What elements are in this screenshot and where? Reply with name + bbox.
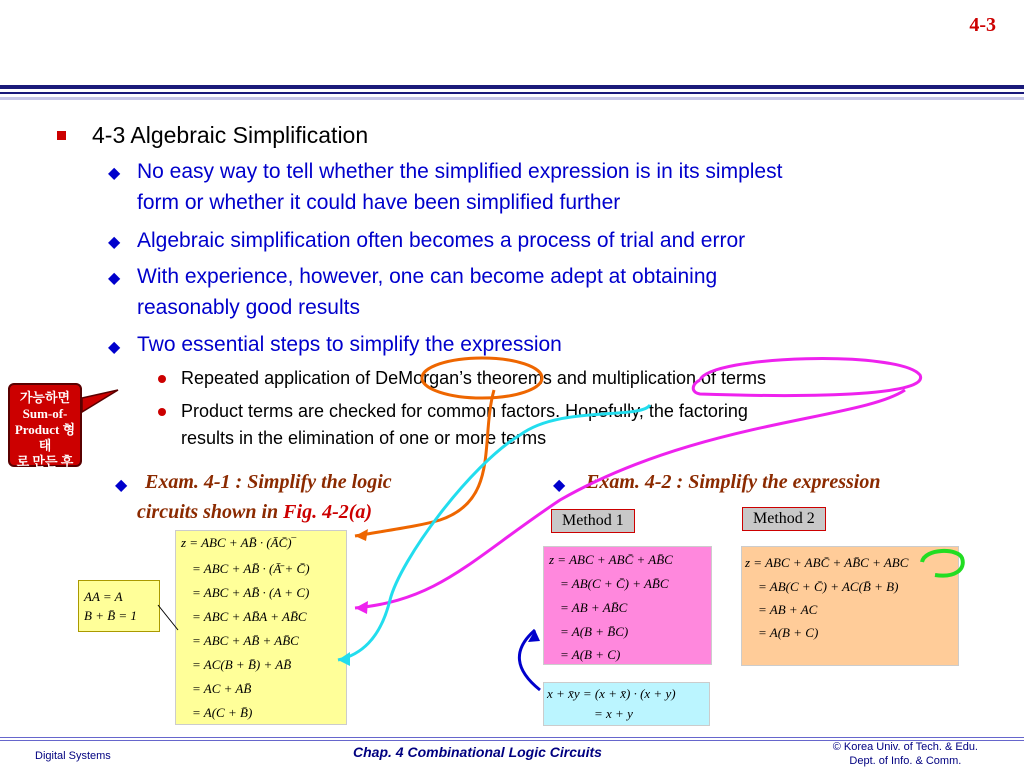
- method-1-label: Method 1: [551, 509, 635, 533]
- step-line: = A(B + B̄C): [560, 624, 629, 639]
- bullet-1-line1: No easy way to tell whether the simplified expression is in its simplest: [137, 160, 783, 183]
- step-line: = AB(C + C̄) + AC(B̄ + B): [758, 579, 899, 594]
- step-line: = AB + AC: [758, 602, 818, 617]
- arrowhead-icon: [355, 601, 368, 614]
- header-rule: [0, 85, 1024, 89]
- callout-line4: 로 만든 후: [16, 454, 74, 469]
- dot-bullet-icon: [158, 408, 166, 416]
- bullet-4: Two essential steps to simplify the expression: [137, 333, 562, 356]
- bullet-2: Algebraic simplification often becomes a process of trial and error: [137, 229, 746, 252]
- page-number: 4-3: [969, 14, 996, 36]
- callout-line1: 가능하면: [19, 390, 71, 405]
- diamond-bullet-icon: ◆: [108, 234, 121, 251]
- figure-reference: Fig. 4-2(a): [283, 501, 373, 523]
- step-line: z = ABC + ABC̄ + AB̄C: [549, 552, 673, 567]
- callout-line3: Product 형태: [14, 422, 76, 453]
- step-line: = ABC + AB̄A + AB̄C: [192, 609, 307, 624]
- exam-4-2: Exam. 4-2 : Simplify the expression: [586, 471, 881, 493]
- footer-credits: [833, 740, 978, 768]
- footer-credit-line2: Dept. of Info. & Comm.: [849, 755, 962, 767]
- step-line: = AC(B + B̄) + AB̄: [192, 657, 292, 672]
- bullet-3-line1: With experience, however, one can become adept at obtaining: [137, 265, 718, 288]
- exam-4-1-line2: [137, 501, 372, 524]
- identity-line2: B + B̄ = 1: [84, 608, 137, 623]
- diamond-bullet-icon: ◆: [108, 270, 121, 287]
- arrowhead-icon: [355, 529, 368, 541]
- bullet-3-line2: reasonably good results: [137, 296, 360, 319]
- diamond-bullet-icon: ◆: [108, 339, 121, 356]
- header-rule-thin: [0, 92, 1024, 94]
- identity-arrow: [519, 630, 540, 690]
- identity-line1: AA = A: [84, 589, 123, 604]
- square-bullet-icon: [57, 131, 66, 140]
- dot-bullet-icon: [158, 375, 166, 383]
- section-heading: 4-3 Algebraic Simplification: [92, 122, 369, 148]
- step-line: = A(B + C): [758, 625, 819, 640]
- footer-credit-line1: © Korea Univ. of Tech. & Edu.: [832, 741, 978, 753]
- sop-callout: [8, 383, 82, 467]
- exam-4-1-text: circuits shown in: [137, 501, 284, 523]
- step-line: = AB(C + C̄) + AB̄C: [560, 576, 669, 591]
- step-line: = AB + AB̄C: [560, 600, 628, 615]
- callout-pointer: [82, 390, 118, 412]
- step-line: = ABC + AB̄ · (Ā̄ + C̄̄): [192, 561, 310, 576]
- step-line: = ABC + AB̄ + AB̄C: [192, 633, 299, 648]
- footer-chapter: Chap. 4 Combinational Logic Circuits: [353, 744, 602, 760]
- step-line: z = ABC + ABC̄ + AB̄C + ABC: [745, 555, 909, 570]
- footer-rule: [0, 737, 1024, 738]
- callout-line2: Sum-of-: [22, 406, 68, 421]
- identity-box: [78, 580, 160, 632]
- bullet-1-line2: form or whether it could have been simplified further: [137, 191, 621, 214]
- step-line: = ABC + AB̄ · (A + C): [192, 585, 310, 600]
- diamond-bullet-icon: ◆: [553, 477, 566, 494]
- footer-course: Digital Systems: [35, 750, 111, 762]
- exam-4-1-line1: Exam. 4-1 : Simplify the logic: [145, 471, 392, 493]
- header-rule-light: [0, 97, 1024, 100]
- identity-2-line1: x + x̄y = (x + x̄) · (x + y): [547, 686, 676, 701]
- step-line: = A(C + B̄): [192, 705, 253, 720]
- step-line: z = ABC + AB̄ · (ĀC̄)‾: [181, 535, 296, 550]
- diamond-bullet-icon: ◆: [108, 165, 121, 182]
- arrowhead-icon: [528, 630, 540, 642]
- step-line: = A(B + C): [560, 647, 621, 662]
- step-line: = AC + AB̄: [192, 681, 252, 696]
- sub-bullet-2-line1: Product terms are checked for common factors. Hopefully, the factoring: [181, 401, 748, 421]
- method-2-label: Method 2: [742, 507, 826, 531]
- sub-bullet-2-line2: results in the elimination of one or more terms: [181, 428, 547, 448]
- sub-bullet-1: Repeated application of DeMorgan’s theorems and multiplication of terms: [181, 368, 766, 388]
- diamond-bullet-icon: ◆: [115, 477, 128, 494]
- identity-2-line2: = x + y: [594, 706, 633, 721]
